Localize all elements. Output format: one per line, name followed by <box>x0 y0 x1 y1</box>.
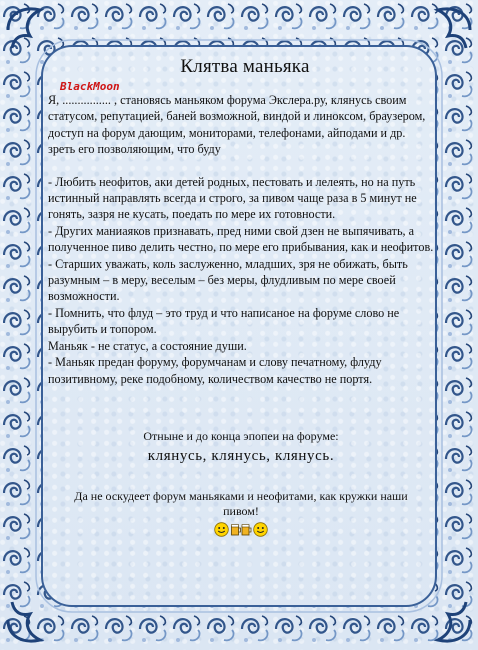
document-body <box>48 52 434 537</box>
nickname-overlay: BlackMoon <box>60 80 120 93</box>
rule-item: - Других маниаяков признавать, пред ними свой дзен не выпячивать, а полученное пиво делить честно, по мере его прибывания, как и неофитов. <box>48 223 434 255</box>
closing-statement: Отныне и до конца эпопеи на форуме: <box>143 428 339 443</box>
rule-item: - Помнить, что флуд – это труд и что написаное на форуме слово не вырубить и топором. <box>48 305 400 337</box>
emoticons-row <box>48 522 434 537</box>
rule-item: - Маньяк предан форуму, форумчанам и слову печатному, флуду позитивному, реке подобному, количеством качество не портя. <box>48 355 382 386</box>
oath-refrain: клянусь, клянусь, клянусь. <box>147 447 335 464</box>
rule-item: - Старших уважать, коль заслуженно, младших, зря не обижать, быть разумным – в меру, веселым – без меры, флудливым по мере своей возможности. <box>48 256 408 304</box>
rule-item: - Любить неофитов, аки детей родных, пестовать и лелеять, но на путь истинный направлять всегда и строго, за пивом чаще раза в 5 минут не гонять, зазря не кусать, поедать по мере их готовности. <box>48 174 417 222</box>
beer-mugs-icon <box>230 522 252 537</box>
smiley-icon <box>214 522 229 537</box>
rules-list <box>48 174 434 387</box>
rule-item: Маньяк - не статус, а состояние души. <box>48 338 247 353</box>
document-title: Клятва маньяка <box>180 56 310 77</box>
oath-intro: Я, ................ , становясь маньяком форума Экслера.ру, клянусь своим статусом, репутацией, баней возможной, виндой и линоксом, браузером, доступ на форум дающим, мониторами, телефонами, айподами и др. зреть его позволяющим, что буду <box>48 93 426 157</box>
oath-text <box>48 80 434 387</box>
smiley-icon <box>253 522 268 537</box>
closing-wish: Да не оскудеет форум маньяками и неофитами, как кружки наши пивом! <box>74 488 408 518</box>
